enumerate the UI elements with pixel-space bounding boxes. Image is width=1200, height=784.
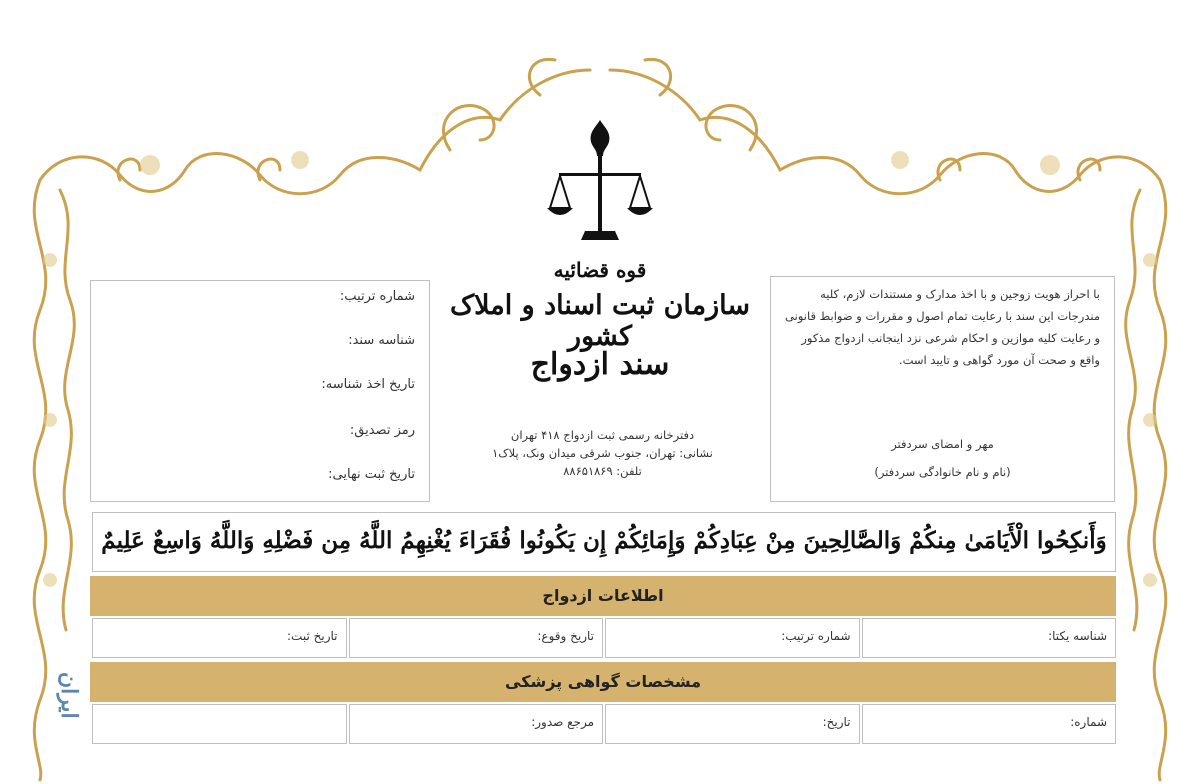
iran-emblem-scales-icon [545, 118, 655, 248]
medical-number-label: شماره: [1070, 715, 1107, 729]
medical-number-cell [862, 704, 1117, 744]
field-sequence-number: شماره ترتیب: [339, 289, 415, 304]
registration-date-label: تاریخ ثبت: [287, 629, 338, 643]
quran-verse: وَأَنكِحُوا الْأَيَامَىٰ مِنكُمْ وَالصَّالِحِينَ مِنْ عِبَادِكُمْ وَإِمَائِكُمْ إِن يَكُونُوا فُقَرَاءَ يُغْنِهِمُ اللَّهُ مِن فَضْلِهِ وَاللَّهُ وَاسِعٌ عَلِيمٌ [92, 512, 1116, 572]
field-final-registration-date: تاریخ ثبت نهایی: [328, 467, 415, 482]
notary-name-label: (نام و نام خانوادگی سردفتر) [874, 465, 1011, 479]
medical-certificate-header: مشخصات گواهی پزشکی [90, 662, 1116, 702]
registration-details-box [90, 280, 430, 502]
notary-statement-box [770, 276, 1115, 502]
registration-date-cell [92, 618, 347, 658]
watermark-logo-icon: ایران [56, 672, 82, 719]
document-title: سند ازدواج [530, 347, 670, 382]
occurrence-date-cell [349, 618, 604, 658]
office-location: نشانی: تهران، جنوب شرقی میدان ونک، پلاک۱ [492, 446, 713, 460]
marriage-info-header: اطلاعات ازدواج [90, 576, 1116, 616]
medical-certificate-row [90, 704, 1116, 744]
medical-empty-cell [92, 704, 347, 744]
occurrence-date-label: تاریخ وقوع: [537, 629, 594, 643]
office-name: دفترخانه رسمی ثبت ازدواج ۴۱۸ تهران [510, 428, 695, 442]
issuing-authority-label: مرجع صدور: [531, 715, 594, 729]
issuing-authority-cell [349, 704, 604, 744]
marriage-info-row [90, 618, 1116, 658]
unique-id-label: شناسه یکتا: [1048, 629, 1107, 643]
field-verification-code: رمز تصدیق: [349, 423, 415, 438]
sequence-number-label: شماره ترتیب: [781, 629, 851, 643]
sequence-number-cell [605, 618, 860, 658]
office-address [440, 426, 765, 480]
office-phone: تلفن: ۸۸۶۵۱۸۶۹ [563, 464, 642, 478]
unique-id-cell [862, 618, 1117, 658]
certificate-title-block [440, 252, 760, 427]
field-document-id: شناسه سند: [348, 333, 415, 348]
medical-date-cell [605, 704, 860, 744]
notary-stamp-label: مهر و امضای سردفتر [891, 437, 994, 451]
judiciary-name: قوه قضائیه [553, 258, 647, 282]
medical-date-label: تاریخ: [822, 715, 851, 729]
field-id-date: تاریخ اخذ شناسه: [321, 377, 415, 392]
organization-name: سازمان ثبت اسناد و املاک کشور [450, 290, 750, 352]
notary-statement-text: با احراز هویت زوجین و با اخذ مدارک و مستندات لازم، کلیه مندرجات این سند با رعایت تمام اصول و مقررات و ضوابط قانونی و رعایت کلیه موازین و احکام شرعی نزد اینجانب ازدواج مذکور واقع و صحت آن مورد گواهی و تایید است. [785, 287, 1100, 367]
